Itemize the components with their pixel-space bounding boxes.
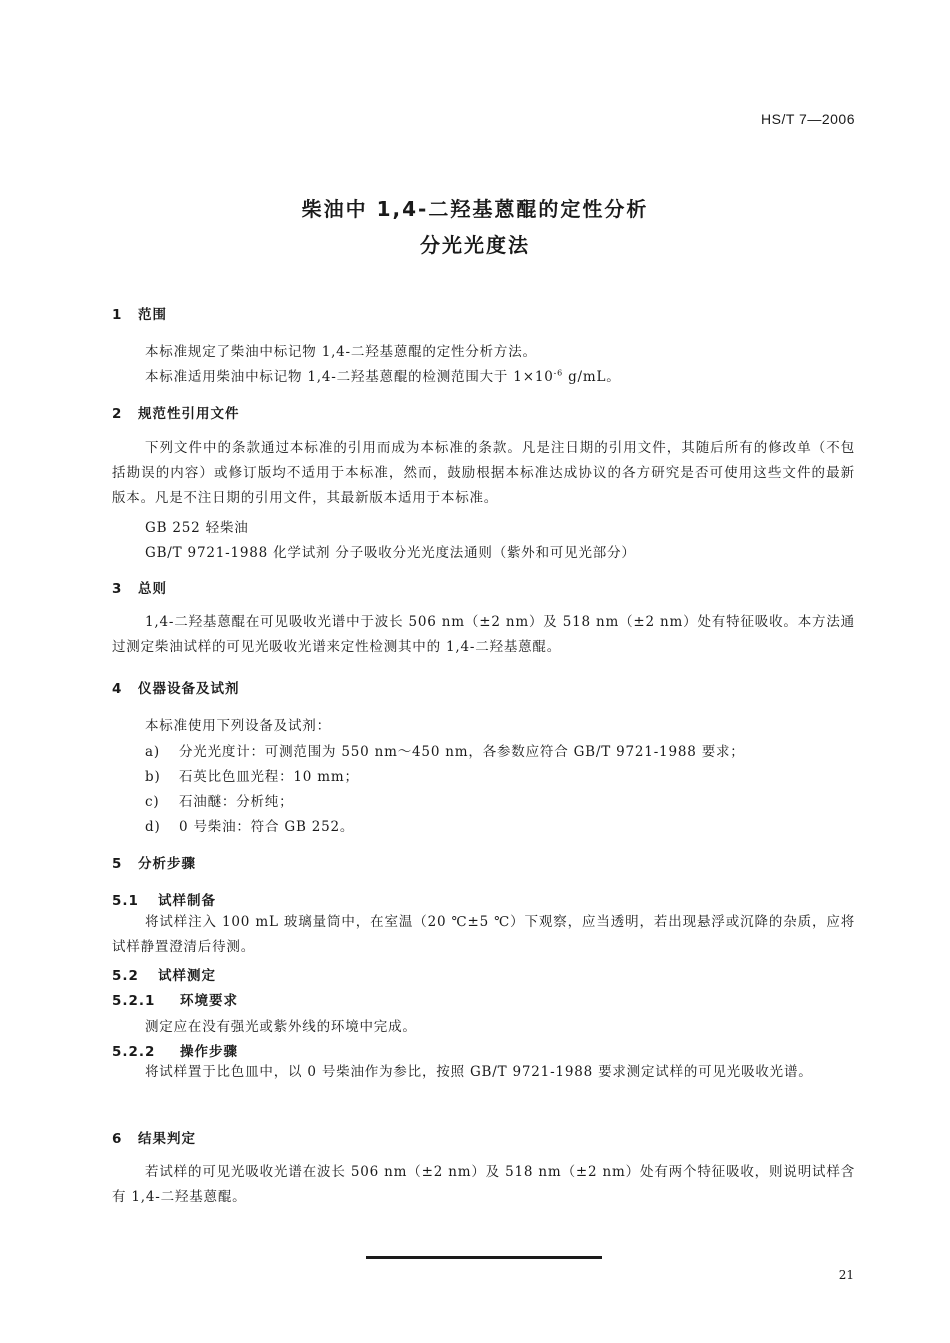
section-5-1-heading <box>112 889 216 909</box>
section-number: 2 <box>112 406 123 422</box>
section-4-heading <box>112 677 240 697</box>
section-5-2-heading <box>112 964 216 984</box>
list-text: 分光光度计：可测范围为 550 nm～450 nm，各参数应符合 GB/T 9721-1988 要求； <box>179 744 745 760</box>
document-title: 柴油中 1,4-二羟基蒽醌的定性分析 <box>301 197 649 221</box>
footer-rule <box>366 1256 602 1259</box>
subsection-title: 试样测定 <box>158 968 216 984</box>
section-5-2-2-heading <box>112 1040 238 1060</box>
subsection-number: 5.2.2 <box>112 1044 156 1060</box>
section-5-2-1-paragraph: 测定应在没有强光或紫外线的环境中完成。 <box>145 1019 417 1035</box>
reference-gbt9721: GB/T 9721-1988 化学试剂 分子吸收分光光度法通则（紫外和可见光部分） <box>145 545 636 561</box>
list-label: a) <box>145 744 160 760</box>
section-1-paragraph-2 <box>145 365 621 385</box>
subsection-number: 5.1 <box>112 893 139 909</box>
section-4-intro: 本标准使用下列设备及试剂： <box>145 718 331 734</box>
section-number: 5 <box>112 856 123 872</box>
section-2-heading <box>112 402 240 422</box>
section-6-heading <box>112 1127 196 1147</box>
list-label: d) <box>145 819 161 835</box>
scope-unit: g/mL。 <box>563 369 621 385</box>
list-label: b) <box>145 769 161 785</box>
section-number: 6 <box>112 1131 123 1147</box>
section-1-paragraph-1: 本标准规定了柴油中标记物 1,4-二羟基蒽醌的定性分析方法。 <box>145 344 537 360</box>
section-title: 规范性引用文件 <box>138 406 240 422</box>
section-5-2-2-paragraph: 将试样置于比色皿中，以 0 号柴油作为参比，按照 GB/T 9721-1988 要求测定试样的可见光吸收光谱。 <box>145 1064 813 1080</box>
section-number: 1 <box>112 307 123 323</box>
list-text: 0 号柴油：符合 GB 252。 <box>179 819 355 835</box>
subsection-number: 5.2 <box>112 968 139 984</box>
section-title: 分析步骤 <box>138 856 196 872</box>
section-number: 3 <box>112 581 123 597</box>
section-title: 范围 <box>138 307 167 323</box>
section-title: 总则 <box>138 581 167 597</box>
scope-text: 本标准适用柴油中标记物 1,4-二羟基蒽醌的检测范围大于 1×10 <box>145 369 554 385</box>
list-text: 石英比色皿光程：10 mm； <box>179 769 359 785</box>
section-number: 4 <box>112 681 123 697</box>
section-5-heading <box>112 852 196 872</box>
standard-code: HS/T 7—2006 <box>761 111 855 127</box>
subsection-number: 5.2.1 <box>112 993 156 1009</box>
section-3-paragraph: 1,4-二羟基蒽醌在可见吸收光谱中于波长 506 nm（±2 nm）及 518 nm（±2 nm）处有特征吸收。本方法通过测定柴油试样的可见光吸收光谱来定性检测其中的 1,4-二羟基蒽醌。 <box>112 614 855 655</box>
subsection-title: 操作步骤 <box>180 1044 238 1060</box>
list-item <box>145 815 354 835</box>
exponent: -6 <box>553 368 563 378</box>
section-title: 结果判定 <box>138 1131 196 1147</box>
list-item <box>145 790 293 810</box>
list-label: c) <box>145 794 160 810</box>
section-5-1-paragraph: 将试样注入 100 mL 玻璃量筒中，在室温（20 ℃±5 ℃）下观察，应当透明，若出现悬浮或沉降的杂质，应将试样静置澄清后待测。 <box>112 914 855 955</box>
subsection-title: 环境要求 <box>180 993 238 1009</box>
subsection-title: 试样制备 <box>158 893 216 909</box>
list-item <box>145 765 359 785</box>
section-1-heading <box>112 303 167 323</box>
list-text: 石油醚：分析纯； <box>179 794 294 810</box>
page-number: 21 <box>838 1268 854 1282</box>
section-2-paragraph: 下列文件中的条款通过本标准的引用而成为本标准的条款。凡是注日期的引用文件，其随后所有的修改单（不包括勘误的内容）或修订版均不适用于本标准，然而，鼓励根据本标准达成协议的各方研究是否可使用这些文件的最新版本。凡是不注日期的引用文件，其最新版本适用于本标准。 <box>112 440 855 506</box>
section-3-heading <box>112 577 167 597</box>
list-item <box>145 740 745 760</box>
section-6-paragraph: 若试样的可见光吸收光谱在波长 506 nm（±2 nm）及 518 nm（±2 nm）处有两个特征吸收，则说明试样含有 1,4-二羟基蒽醌。 <box>112 1164 855 1205</box>
reference-gb252: GB 252 轻柴油 <box>145 520 249 536</box>
section-5-2-1-heading <box>112 989 238 1009</box>
document-subtitle: 分光光度法 <box>420 233 530 257</box>
section-title: 仪器设备及试剂 <box>138 681 240 697</box>
